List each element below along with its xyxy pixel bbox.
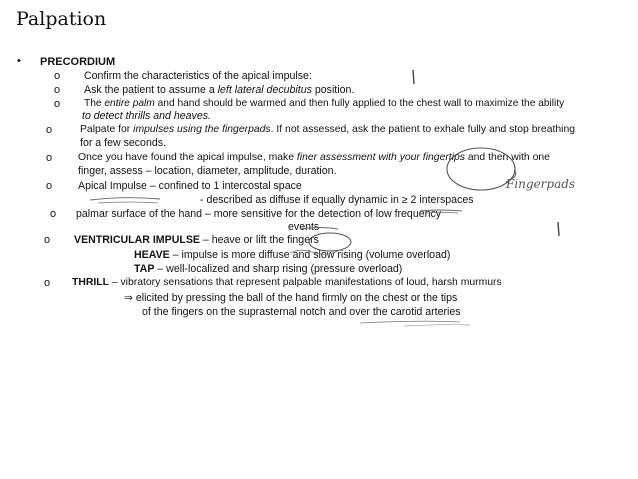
item-palm [84,98,564,110]
text-run-italic: finer assessment with your fingertips [296,152,465,163]
sub-bullet: o [54,84,61,96]
item-decubitus [84,84,354,96]
text-run: and hand should be warmed and then fully applied to the chest wall to maximize the ability [154,98,565,109]
sub-bullet: o [44,234,51,246]
item-finer-assessment-cont: finger, assess – location, diameter, amplitude, duration. [78,165,337,177]
text-run-bold: THRILL [72,277,109,288]
ink-tick-mark [413,70,414,84]
item-elicited: ⇒ elicited by pressing the ball of the hand firmly on the chest or the tips [124,292,458,304]
text-run: The [84,98,105,109]
item-diffuse: - described as diffuse if equally dynamic in ≥ 2 interspaces [200,194,474,206]
main-bullet: • [17,55,21,67]
item-finer-assessment [78,152,550,164]
ink-arrow-stroke [506,170,516,182]
item-palmar: palmar surface of the hand – more sensitive for the detection of low frequency [76,208,442,220]
item-heave [134,249,450,261]
text-run: – well-localized and sharp rising (pressure overload) [154,263,403,275]
text-run-italic: impulses using the fingerpads [133,124,271,135]
item-fingerpads [80,124,575,136]
text-run: – impulse is more diffuse and slow rising (volume overload) [169,249,451,261]
sub-bullet: o [54,70,61,82]
sub-bullet: o [50,208,57,220]
text-run: – heave or lift the fingers [199,234,319,246]
ink-underline [98,202,158,203]
sub-bullet: o [54,98,61,110]
item-thrill [72,277,502,289]
text-run: Once you have found the apical impulse, make [78,152,297,163]
sub-bullet: o [46,180,53,192]
ink-fingerpads-note: Fingerpads [506,177,576,191]
item-ventricular-impulse [74,234,319,246]
text-run-bold: VENTRICULAR IMPULSE [74,234,200,246]
text-run: Ask the patient to assume a [84,84,218,96]
item-fingerpads-cont: for a few seconds. [80,137,166,149]
sub-bullet: o [46,124,53,136]
item-tap [134,263,402,275]
text-run-italic: entire palm [104,98,155,109]
sub-bullet: o [46,152,53,164]
item-palm-cont: to detect thrills and heaves. [82,110,211,122]
text-run: – vibratory sensations that represent palpable manifestations of loud, harsh murmurs [108,277,502,288]
section-heading: PRECORDIUM [40,56,116,68]
ink-underline [90,198,160,200]
item-apical-impulse: Apical Impulse – confined to 1 intercostal space [78,180,302,192]
text-run: Palpate for [80,124,134,135]
item-events: events [288,221,320,233]
text-run-italic: left lateral decubitus [217,84,312,96]
ink-underline [360,321,460,323]
item-apical-characteristics: Confirm the characteristics of the apical impulse: [84,70,312,82]
text-run-bold: TAP [134,263,155,275]
text-run: and then with one [464,152,550,163]
sub-bullet: o [44,277,51,289]
item-elicited-cont: of the fingers on the suprasternal notch and over the carotid arteries [142,306,461,318]
ink-tick-mark [558,222,559,236]
text-run-bold: HEAVE [134,249,170,261]
text-run: position. [311,84,355,96]
ink-underline [404,325,470,326]
text-run: . If not assessed, ask the patient to exhale fully and stop breathing [270,124,576,135]
page-title: Palpation [16,8,107,30]
